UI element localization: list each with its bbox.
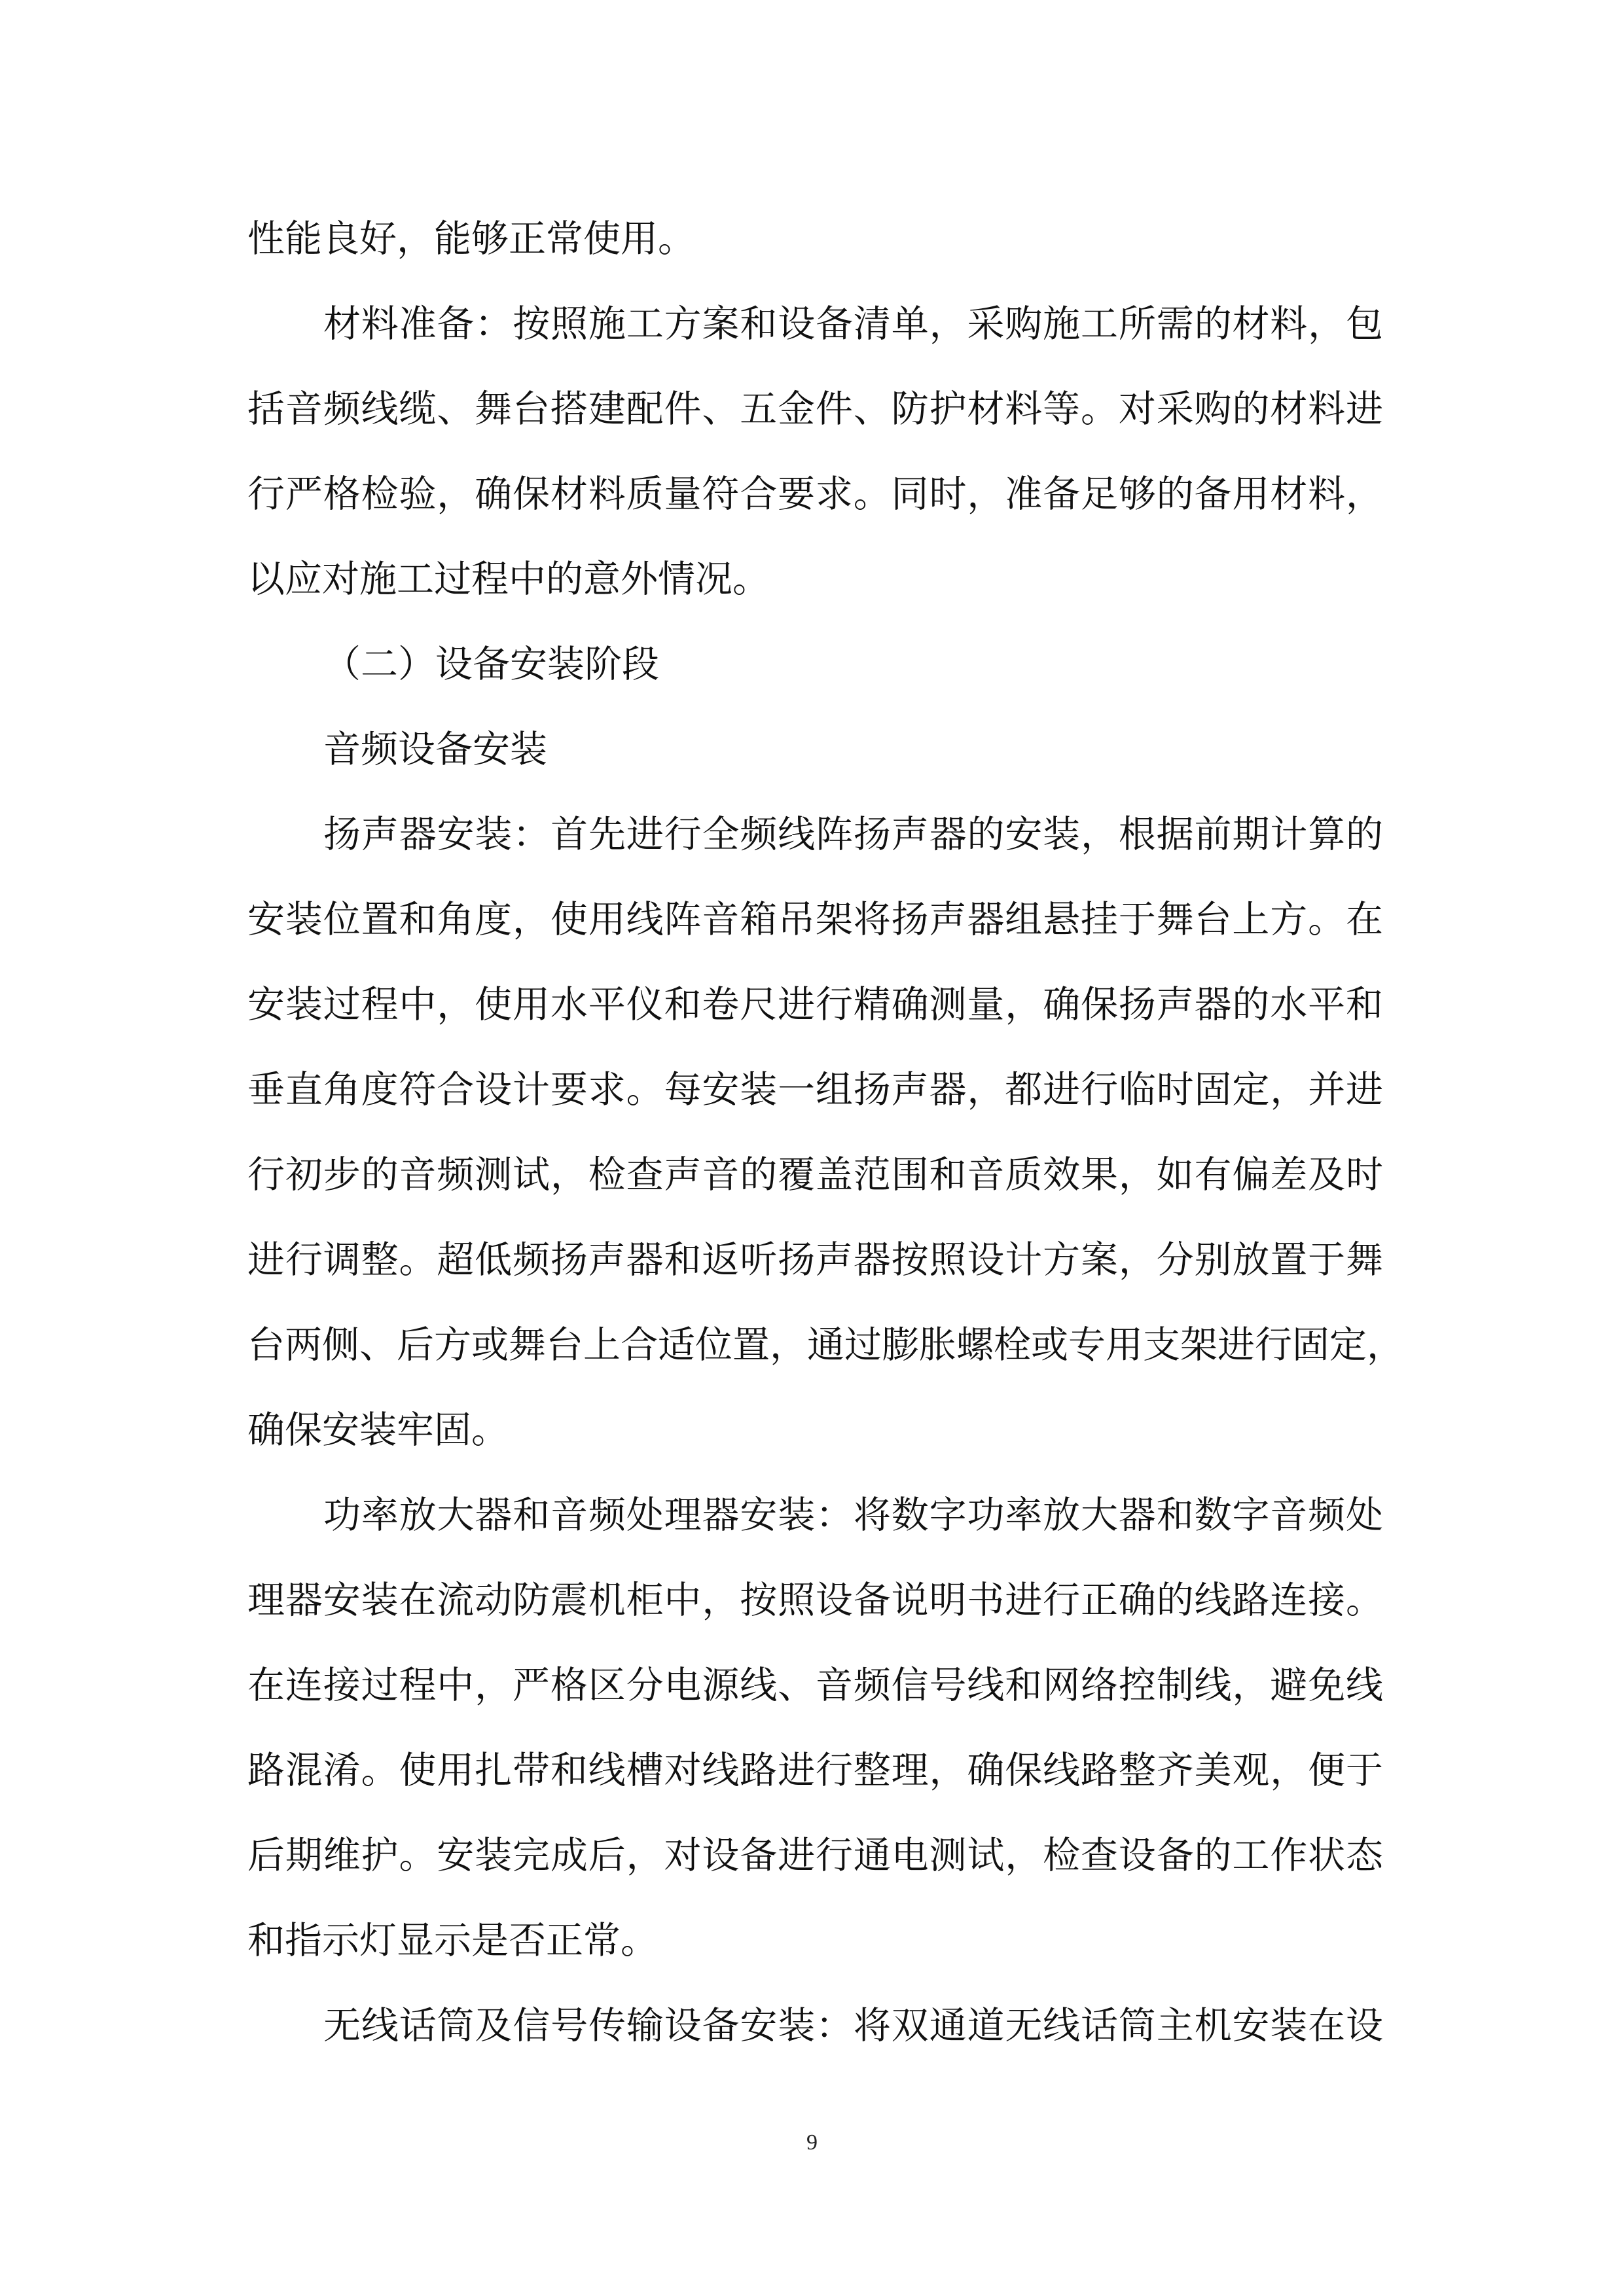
text-line: 后期维护。安装完成后，对设备进行通电测试，检查设备的工作状态 — [247, 1834, 1383, 1877]
paragraph-first-line: 扬声器安装：首先进行全频线阵扬声器的安装，根据前期计算的 — [323, 813, 1383, 856]
subsection-heading: 音频设备安装 — [323, 728, 547, 771]
text-line: 理器安装在流动防震机柜中，按照设备说明书进行正确的线路连接。 — [247, 1579, 1383, 1622]
text-line: 安装过程中，使用水平仪和卷尺进行精确测量，确保扬声器的水平和 — [247, 983, 1383, 1026]
text-line: 安装位置和角度，使用线阵音箱吊架将扬声器组悬挂于舞台上方。在 — [247, 898, 1383, 941]
text-line: 在连接过程中，严格区分电源线、音频信号线和网络控制线，避免线 — [247, 1664, 1383, 1707]
text-line: 括音频线缆、舞台搭建配件、五金件、防护材料等。对采购的材料进 — [247, 387, 1383, 431]
paragraph-first-line: 材料准备：按照施工方案和设备清单，采购施工所需的材料，包 — [323, 302, 1383, 346]
text-line: 路混淆。使用扎带和线槽对线路进行整理，确保线路整齐美观，便于 — [247, 1749, 1383, 1792]
text-line: 行初步的音频测试，检查声音的覆盖范围和音质效果，如有偏差及时 — [247, 1153, 1383, 1196]
text-line: 性能良好，能够正常使用。 — [247, 217, 695, 260]
text-line: 确保安装牢固。 — [247, 1408, 509, 1452]
text-line: 以应对施工过程中的意外情况。 — [247, 558, 770, 601]
text-line: 进行调整。超低频扬声器和返听扬声器按照设计方案，分别放置于舞 — [247, 1238, 1383, 1282]
paragraph-first-line: 无线话筒及信号传输设备安装：将双通道无线话筒主机安装在设 — [323, 2004, 1383, 2047]
text-line: 垂直角度符合设计要求。每安装一组扬声器，都进行临时固定，并进 — [247, 1068, 1383, 1111]
text-line: 和指示灯显示是否正常。 — [247, 1919, 658, 1962]
text-line: 台两侧、后方或舞台上合适位置，通过膨胀螺栓或专用支架进行固定， — [247, 1323, 1404, 1367]
page-number: 9 — [806, 2130, 818, 2155]
section-heading: （二）设备安装阶段 — [323, 643, 659, 686]
paragraph-first-line: 功率放大器和音频处理器安装：将数字功率放大器和数字音频处 — [323, 1494, 1383, 1537]
text-line: 行严格检验，确保材料质量符合要求。同时，准备足够的备用材料， — [247, 473, 1383, 516]
body-text — [247, 196, 1404, 2068]
